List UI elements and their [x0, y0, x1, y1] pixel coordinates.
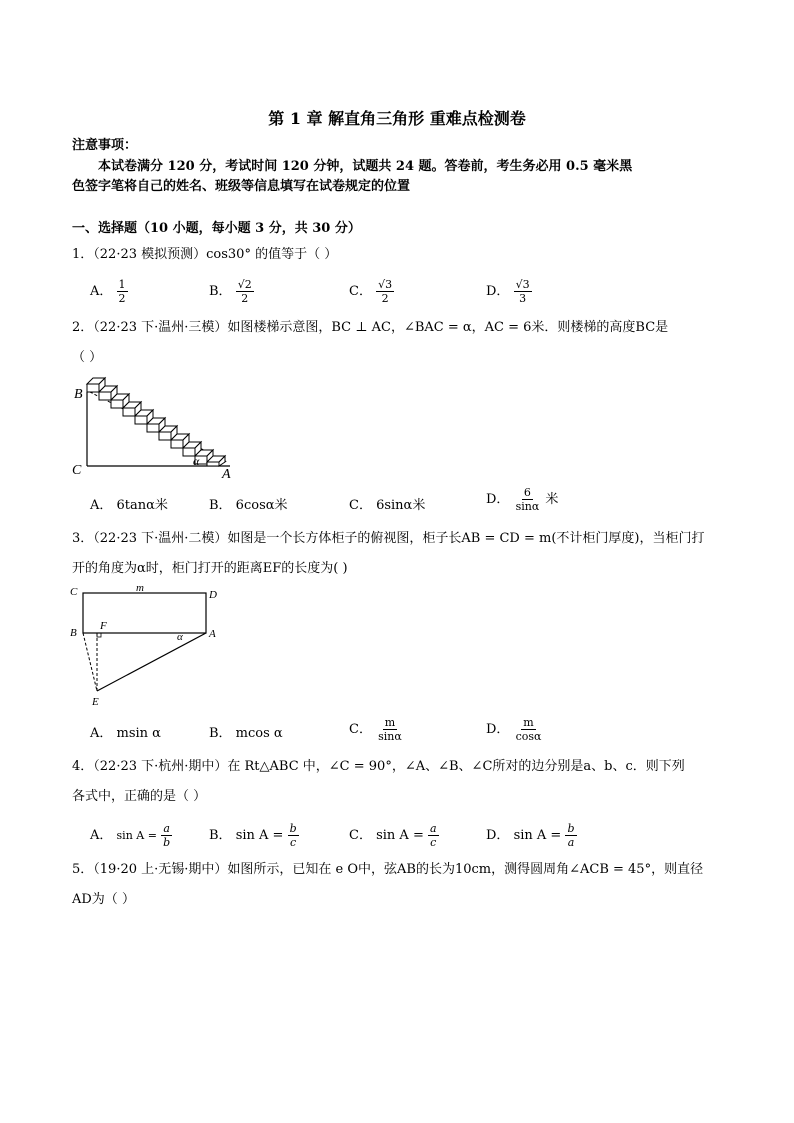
question-2-stem-cont: （ ）: [72, 350, 103, 365]
question-1-option-b: B． $\frac{√2}{2}$: [209, 278, 252, 305]
page-title: 第 1 章 解直角三角形 重难点检测卷: [268, 109, 526, 128]
question-3-stem-cont: 开的角度为α时，柜门打开的距离EF的长度为( ): [72, 561, 348, 576]
question-3-option-d: D． $\frac{m}{\cos\alpha}$: [486, 716, 542, 743]
question-5-stem: 5．（19·20 上·无锡·期中）如图所示，已知在 e O中，弦AB的长为10cm，测得圆周角∠ACB = 45°，则直径: [72, 862, 704, 877]
fig-label-a: A: [209, 628, 216, 640]
question-4-stem: 4．（22·23 下·杭州·期中）在 Rt△ABC 中，∠C = 90°，∠A、∠B、∠C所对的边分别是a、b、c．则下列: [72, 759, 685, 774]
question-4-option-b: B． sin A = $\frac{b}{c}$: [209, 822, 297, 849]
question-4-stem-cont: 各式中，正确的是（ ）: [72, 789, 207, 804]
cabinet-figure: [66, 582, 226, 710]
notice-line-2: 色签字笔将自己的姓名、班级等信息填写在试卷规定的位置: [72, 179, 411, 194]
question-1-stem: 1．（22·23 模拟预测）cos30° 的值等于（ ）: [72, 247, 338, 262]
question-3-option-c: C． $\frac{m}{\sin\alpha}$: [349, 716, 402, 743]
fig-label-m: m: [136, 582, 144, 594]
question-2-stem: 2．（22·23 下·温州·三模）如图楼梯示意图，BC ⊥ AC，∠BAC = α，AC = 6米．则楼梯的高度BC是: [72, 320, 669, 335]
fig-label-c: C: [70, 586, 78, 598]
fig-label-c: C: [72, 463, 82, 478]
fig-label-b: B: [74, 387, 83, 402]
question-1-option-d: D． $\frac{√3}{3}$: [486, 278, 530, 305]
fig-label-f: F: [100, 620, 107, 632]
question-4-option-c: C． sin A = $\frac{a}{c}$: [349, 822, 437, 849]
fig-label-alpha: α: [193, 454, 200, 468]
notice-line-1: 本试卷满分 120 分，考试时间 120 分钟，试题共 24 题。答卷前，考生务必用 0.5 毫米黑: [98, 159, 633, 174]
question-5-stem-cont: AD为（ ）: [72, 892, 135, 907]
question-3-option-b: B． mcos α: [209, 726, 283, 741]
fig-label-b: B: [70, 627, 77, 639]
staircase-figure: [70, 370, 240, 480]
fig-label-alpha: α: [177, 631, 183, 643]
question-1-option-c: C． $\frac{√3}{2}$: [349, 278, 393, 305]
question-1-option-a: A． $\frac{1}{2}$: [90, 278, 126, 305]
question-2-option-b: B． 6cosα米: [209, 498, 288, 513]
fig-label-d: D: [209, 589, 217, 601]
fig-label-a: A: [222, 467, 231, 480]
notice-heading: 注意事项：: [72, 138, 138, 153]
question-4-option-a: A． sin A = $\frac{a}{b}$: [90, 822, 171, 849]
question-2-option-c: C． 6sinα米: [349, 498, 426, 513]
fig-label-e: E: [92, 696, 99, 708]
question-2-option-a: A． 6tanα米: [90, 498, 168, 513]
section-heading: 一、选择题（10 小题，每小题 3 分，共 30 分）: [72, 221, 361, 236]
question-3-option-a: A． msin α: [90, 726, 161, 741]
question-3-stem: 3．（22·23 下·温州·二模）如图是一个长方体柜子的俯视图，柜子长AB = CD = m(不计柜门厚度)，当柜门打: [72, 531, 705, 546]
question-4-option-d: D． sin A = $\frac{b}{a}$: [486, 822, 575, 849]
question-2-option-d: D． $\frac{6}{\sin\alpha}$ 米: [486, 486, 559, 513]
